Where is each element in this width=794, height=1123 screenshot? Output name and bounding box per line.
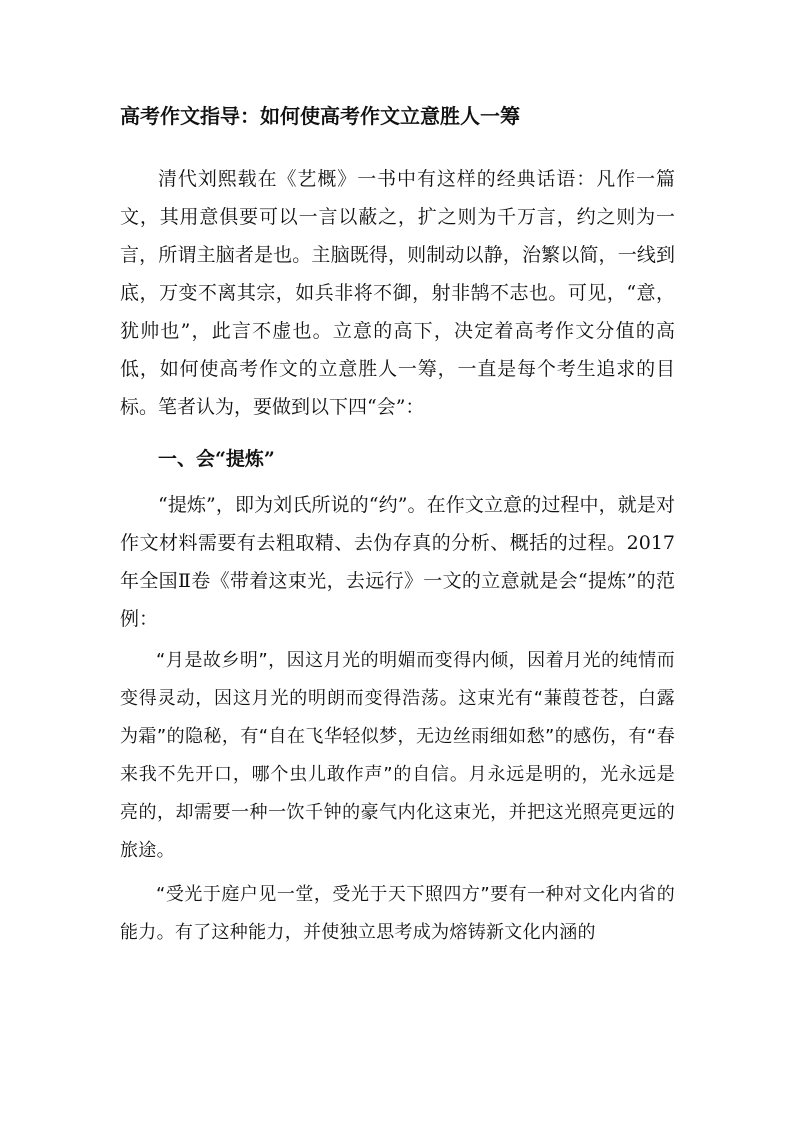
- document-title: 高考作文指导：如何使高考作文立意胜人一筹: [120, 104, 520, 128]
- spacer: [120, 426, 675, 434]
- section-heading: 一、会“提炼”: [158, 448, 275, 470]
- intro-paragraph: 清代刘熙载在《艺概》一书中有这样的经典话语：凡作一篇文，其用意俱要可以一言以蔽之，扩之则为千万言，约之则为一言，所谓主脑者是也。主脑既得，则制动以静，治繁以简，一线到底，万变不离其宗，如兵非将不御，射非鹄不志也。可见，“意，犹帅也”，此言不虚也。立意的高下，决定着高考作文分值的高低，如何使高考作文的立意胜人一筹，一直是每个考生追求的目标。笔者认为，要做到以下四“会”：: [120, 168, 675, 418]
- quoted-excerpt-continued: “受光于庭户见一堂，受光于天下照四方”要有一种对文化内省的能力。有了这种能力，并使独立思考成为熔铸新文化内涵的: [120, 884, 675, 943]
- section-paragraph: “提炼”，即为刘氏所说的“约”。在作文立意的过程中，就是对作文材料需要有去粗取精、去伪存真的分析、概括的过程。2017年全国Ⅱ卷《带着这束光，去远行》一文的立意就是会“提炼”的范例：: [120, 494, 675, 630]
- quoted-excerpt: “月是故乡明”，因这月光的明媚而变得内倾，因着月光的纯情而变得灵动，因这月光的明朗而变得浩荡。这束光有“蒹葭苍苍，白露为霜”的隐秘，有“自在飞华轻似梦，无边丝雨细如愁”的感伤，有“春来我不先开口，哪个虫儿敢作声”的自信。月永远是明的，光永远是亮的，却需要一种一饮千钟的豪气内化这束光，并把这光照亮更远的旅途。: [120, 650, 675, 861]
- document-page: [120, 100, 675, 958]
